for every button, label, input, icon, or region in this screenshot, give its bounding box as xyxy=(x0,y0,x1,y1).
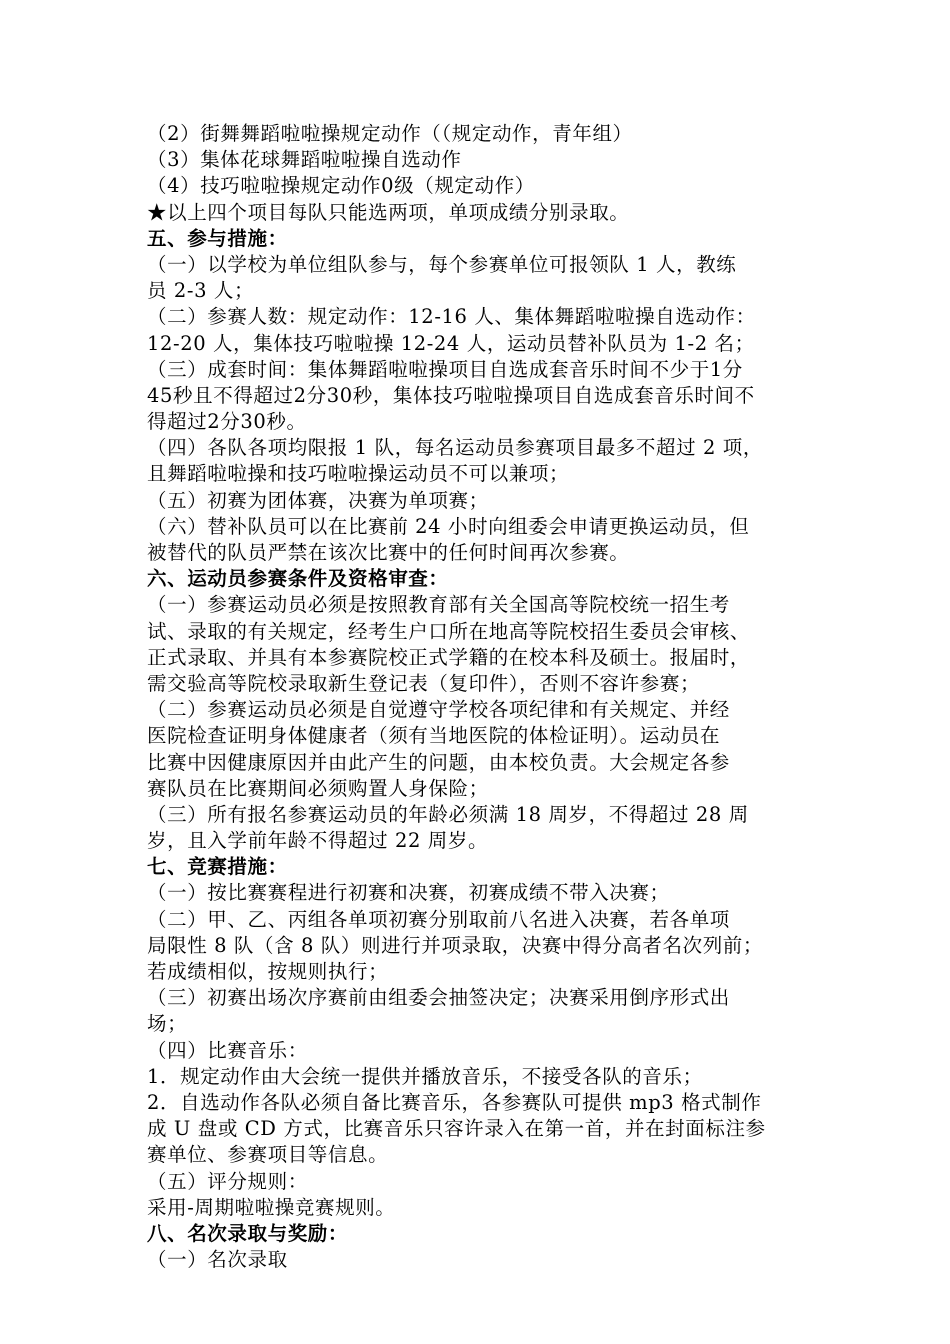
paragraph-line: 场； xyxy=(147,1012,188,1036)
paragraph-line: （三）初赛出场次序赛前由组委会抽签决定；决赛采用倒序形式出 xyxy=(147,986,730,1010)
paragraph-line: 45秒且不得超过2分30秒，集体技巧啦啦操项目自选成套音乐时间不 xyxy=(147,383,755,407)
paragraph-line: 得超过2分30秒。 xyxy=(147,410,307,434)
paragraph-line: 赛单位、参赛项目等信息。 xyxy=(147,1143,389,1167)
paragraph-line: （一）参赛运动员必须是按照教育部有关全国高等院校统一招生考 xyxy=(147,593,730,617)
paragraph-line: （一）以学校为单位组队参与，每个参赛单位可报领队 1 人，教练 xyxy=(147,252,737,276)
paragraph-line: 岁，且入学前年龄不得超过 22 周岁。 xyxy=(147,829,489,853)
document-page xyxy=(147,121,827,1273)
paragraph-line: 成 U 盘或 CD 方式，比赛音乐只容许录入在第一首，并在封面标注参 xyxy=(147,1117,766,1141)
paragraph-line: 赛队员在比赛期间必须购置人身保险； xyxy=(147,776,489,800)
paragraph-line: （二）参赛人数：规定动作：12-16 人、集体舞蹈啦啦操自选动作： xyxy=(147,305,756,329)
paragraph-line: 2．自选动作各队必须自备比赛音乐，各参赛队可提供 mp3 格式制作 xyxy=(147,1090,762,1114)
paragraph-line: （六）替补队员可以在比赛前 24 小时向组委会申请更换运动员，但 xyxy=(147,514,750,538)
paragraph-line: （2）街舞舞蹈啦啦操规定动作（（规定动作，青年组） xyxy=(147,122,633,145)
paragraph-line: （3）集体花球舞蹈啦啦操自选动作 xyxy=(147,148,462,172)
paragraph-line: ★以上四个项目每队只能选两项，单项成绩分别录取。 xyxy=(147,200,630,224)
paragraph-line: （一）按比赛赛程进行初赛和决赛，初赛成绩不带入决赛； xyxy=(147,881,670,905)
paragraph-line: （一）名次录取 xyxy=(147,1248,288,1272)
section-heading: 六、运动员参赛条件及资格审查： xyxy=(147,567,449,591)
paragraph-line: 医院检查证明身体健康者（须有当地医院的体检证明）。运动员在 xyxy=(147,724,721,748)
paragraph-line: 12-20 人，集体技巧啦啦操 12-24 人，运动员替补队员为 1-2 名； xyxy=(147,331,755,355)
section-heading: 七、竞赛措施： xyxy=(147,855,288,879)
paragraph-line: （五）评分规则： xyxy=(147,1169,308,1193)
paragraph-line: 且舞蹈啦啦操和技巧啦啦操运动员不可以兼项； xyxy=(147,462,570,486)
paragraph-line: （三）所有报名参赛运动员的年龄必须满 18 周岁，不得超过 28 周 xyxy=(147,802,749,826)
paragraph-line: （四）比赛音乐： xyxy=(147,1038,308,1062)
paragraph-line: 若成绩相似，按规则执行； xyxy=(147,960,389,983)
paragraph-line: 正式录取、并具有本参赛院校正式学籍的在校本科及硕士。报届时， xyxy=(147,645,751,669)
paragraph-line: （4）技巧啦啦操规定动作0级（规定动作） xyxy=(147,174,535,198)
paragraph-line: 局限性 8 队（含 8 队）则进行并项录取，决赛中得分高者名次列前； xyxy=(147,933,764,957)
paragraph-line: 需交验高等院校录取新生登记表（复印件），否则不容许参赛； xyxy=(147,671,701,695)
paragraph-line: 采用-周期啦啦操竞赛规则。 xyxy=(147,1195,396,1219)
paragraph-line: （二）甲、乙、丙组各单项初赛分别取前八名进入决赛，若各单项 xyxy=(147,907,730,931)
paragraph-line: （二）参赛运动员必须是自觉遵守学校各项纪律和有关规定、并经 xyxy=(147,698,730,722)
section-heading: 五、参与措施： xyxy=(147,226,288,250)
paragraph-line: （四）各队各项均限报 1 队，每名运动员参赛项目最多不超过 2 项， xyxy=(147,436,764,460)
paragraph-line: 1．规定动作由大会统一提供并播放音乐，不接受各队的音乐； xyxy=(147,1064,703,1088)
paragraph-line: （三）成套时间：集体舞蹈啦啦操项目自选成套音乐时间不少于1分 xyxy=(147,357,743,381)
paragraph-line: （五）初赛为团体赛，决赛为单项赛； xyxy=(147,488,489,512)
paragraph-line: 试、录取的有关规定，经考生户口所在地高等院校招生委员会审核、 xyxy=(147,619,751,643)
paragraph-line: 被替代的队员严禁在该次比赛中的任何时间再次参赛。 xyxy=(147,541,630,564)
paragraph-line: 员 2-3 人； xyxy=(147,279,255,303)
paragraph-line: 比赛中因健康原因并由此产生的问题，由本校负责。大会规定各参 xyxy=(147,750,730,774)
section-heading: 八、名次录取与奖励： xyxy=(147,1221,349,1245)
